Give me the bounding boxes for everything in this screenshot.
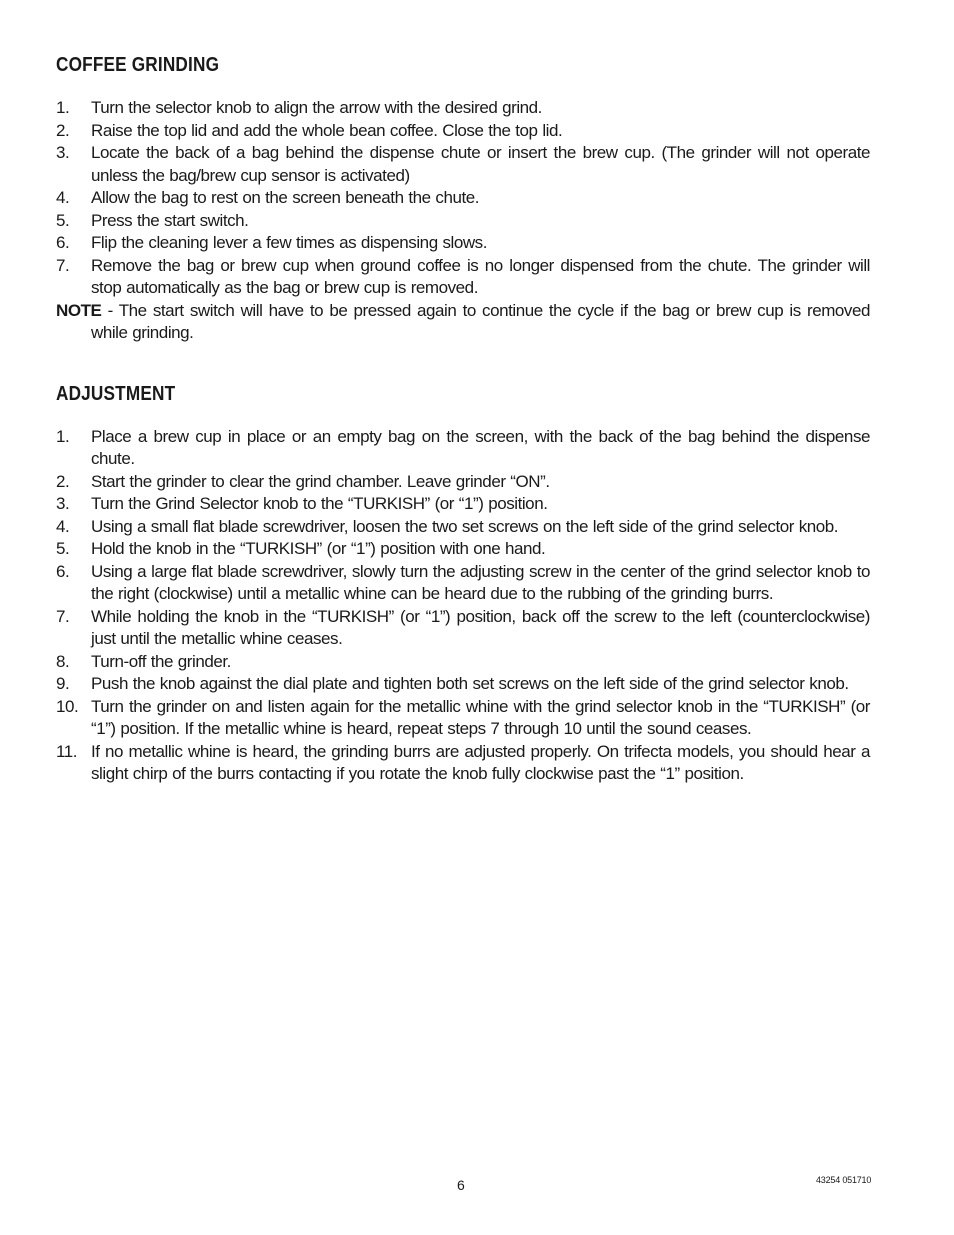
adjustment-step <box>56 673 870 696</box>
step-text: Hold the knob in the “TURKISH” (or “1”) position with one hand. <box>91 539 546 558</box>
adjustment-step <box>56 516 870 539</box>
step-text: Place a brew cup in place or an empty bag on the screen, with the back of the bag behind the dispense chute. <box>91 426 870 468</box>
step-number: 4. <box>56 188 70 207</box>
step-text: Locate the back of a bag behind the dispense chute or insert the brew cup. (The grinder will not operate unless the bag/brew cup sensor is activated) <box>91 143 870 185</box>
step-text: If no metallic whine is heard, the grinding burrs are adjusted properly. On trifecta models, you should hear a slight chirp of the burrs contacting if you rotate the knob fully clockwise past the “1” position. <box>91 741 870 783</box>
note-text: - The start switch will have to be pressed again to continue the cycle if the bag or brew cup is removed while grinding. <box>91 300 870 342</box>
note-label: NOTE <box>56 300 102 320</box>
document-code: 43254 051710 <box>816 1175 872 1185</box>
adjustment-step <box>56 538 870 561</box>
adjustment-step <box>56 696 870 741</box>
step-number: 4. <box>56 516 70 536</box>
step-text: Flip the cleaning lever a few times as dispensing slows. <box>91 233 487 252</box>
adjustment-step <box>56 741 870 786</box>
step-text: Press the start switch. <box>91 210 249 230</box>
grinding-step <box>56 210 870 233</box>
grinding-step <box>56 255 870 300</box>
coffee-grinding-steps <box>56 97 870 300</box>
grinding-step <box>56 97 870 120</box>
step-text: Turn the grinder on and listen again for the metallic whine with the grind selector knob in the “TURKISH” (or “1”) position. If the metallic whine is heard, repeat steps 7 through 10 until the sound ceases. <box>91 696 870 738</box>
adjustment-step <box>56 471 870 494</box>
grinding-step <box>56 187 870 210</box>
step-text: Using a large flat blade screwdriver, slowly turn the adjusting screw in the center of the grind selector knob to the right (clockwise) until a metallic whine can be heard due to the rubbing of the grinding burrs. <box>91 561 870 603</box>
step-number: 3. <box>56 494 70 513</box>
step-text: Allow the bag to rest on the screen beneath the chute. <box>91 188 480 207</box>
step-text: Push the knob against the dial plate and tighten both set screws on the left side of the grind selector knob. <box>91 674 849 693</box>
step-number: 3. <box>56 143 70 162</box>
adjustment-step <box>56 493 870 516</box>
step-number: 2. <box>56 120 70 140</box>
step-number: 8. <box>56 651 70 671</box>
adjustment-steps <box>56 426 870 786</box>
step-number: 1. <box>56 98 70 117</box>
step-number: 7. <box>56 606 70 626</box>
step-number: 5. <box>56 210 70 230</box>
coffee-grinding-heading: COFFEE GRINDING <box>56 54 220 76</box>
step-text: Remove the bag or brew cup when ground coffee is no longer dispensed from the chute. The grinder will stop automatically as the bag or brew cup is removed. <box>91 255 870 297</box>
grinding-step <box>56 232 870 255</box>
step-number: 9. <box>56 674 70 693</box>
adjustment-heading: ADJUSTMENT <box>56 382 176 405</box>
step-text: Raise the top lid and add the whole bean coffee. Close the top lid. <box>91 120 563 140</box>
adjustment-step <box>56 606 870 651</box>
page-number: 6 <box>457 1177 465 1193</box>
step-number: 5. <box>56 539 70 558</box>
grinding-step <box>56 120 870 143</box>
step-number: 2. <box>56 471 70 491</box>
step-text: Turn-off the grinder. <box>91 651 231 671</box>
document-page <box>56 50 870 786</box>
step-text: While holding the knob in the “TURKISH” (or “1”) position, back off the screw to the left (counterclockwise) just until the metallic whine ceases. <box>91 606 870 648</box>
step-text: Turn the Grind Selector knob to the “TURKISH” (or “1”) position. <box>91 494 548 513</box>
step-number: 6. <box>56 233 70 252</box>
step-number: 1. <box>56 426 70 446</box>
adjustment-step <box>56 561 870 606</box>
adjustment-step <box>56 426 870 471</box>
step-text: Start the grinder to clear the grind chamber. Leave grinder “ON”. <box>91 471 550 491</box>
grinding-note <box>56 300 870 345</box>
step-text: Turn the selector knob to align the arrow with the desired grind. <box>91 98 542 117</box>
step-number: 6. <box>56 561 70 581</box>
step-number: 11. <box>56 741 78 761</box>
adjustment-step <box>56 651 870 674</box>
step-number: 7. <box>56 255 70 275</box>
grinding-step <box>56 142 870 187</box>
step-text: Using a small flat blade screwdriver, loosen the two set screws on the left side of the grind selector knob. <box>91 516 839 536</box>
step-number: 10. <box>56 696 79 716</box>
